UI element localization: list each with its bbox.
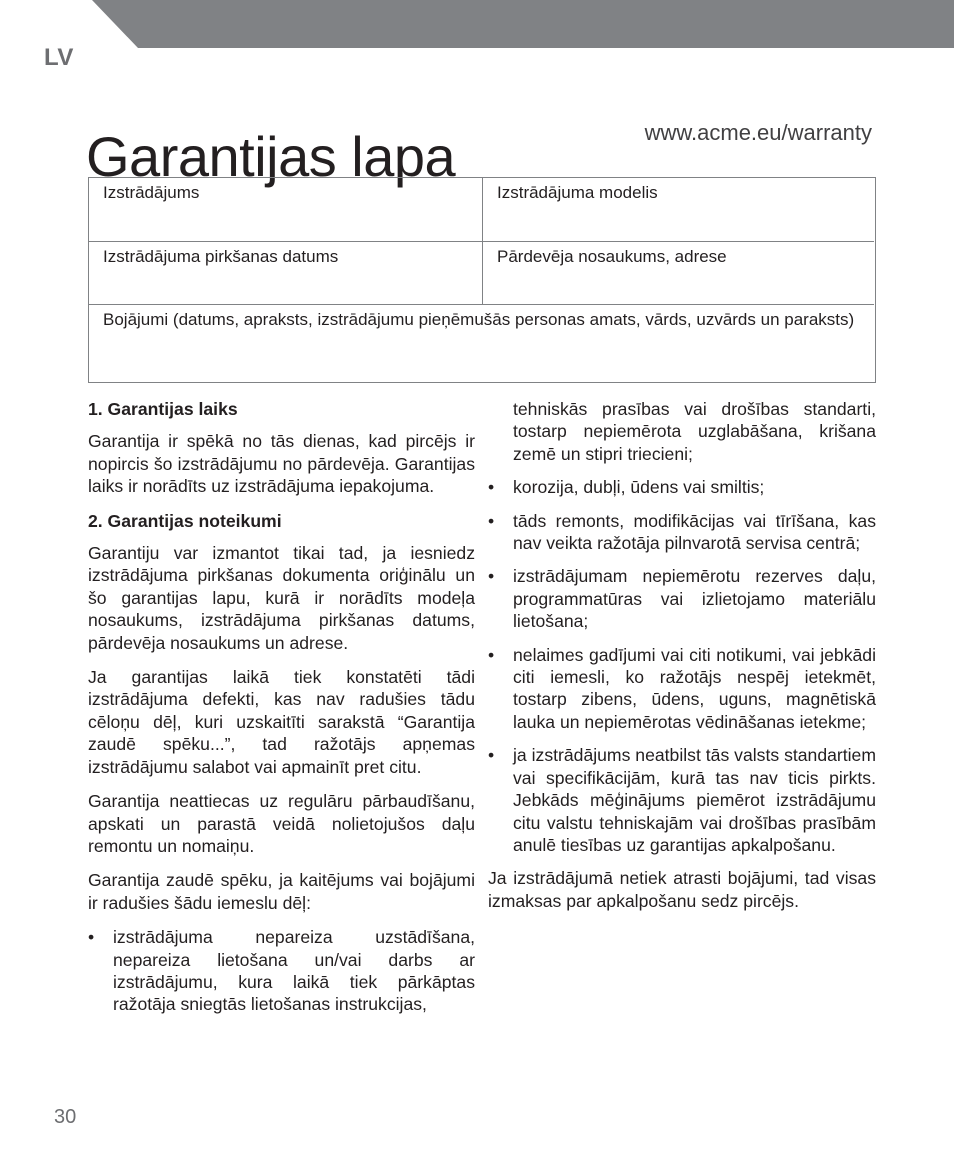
- form-label-product: Izstrādājums: [103, 183, 200, 202]
- list-item-text: korozija, dubļi, ūdens vai smiltis;: [513, 477, 765, 498]
- header-band: [0, 0, 954, 50]
- list-item-text: izstrādājumam nepiemērotu rezerves daļu, programmatūras vai izlietojamo materiālu lietošana;: [513, 566, 876, 632]
- page-number: 30: [54, 1106, 77, 1128]
- bullet-icon: •: [488, 644, 495, 665]
- list-item: [488, 744, 876, 856]
- form-cell-damage[interactable]: [89, 305, 874, 381]
- warranty-url: www.acme.eu/warranty: [644, 120, 872, 145]
- paragraph-terms-3: Garantija neattiecas uz regulāru pārbaudīšanu, apskati un parastā veidā nolietojušos daļu remontu un nomaiņu.: [88, 791, 475, 856]
- warranty-form-table: [88, 177, 876, 383]
- form-label-model: Izstrādājuma modelis: [497, 183, 658, 202]
- bullet-icon: •: [488, 510, 495, 531]
- form-cell-seller[interactable]: [483, 242, 874, 305]
- left-column: [88, 398, 475, 1027]
- bullet-icon: •: [488, 745, 495, 766]
- form-label-seller: Pārdevēja nosaukums, adrese: [497, 247, 727, 266]
- header-band-shape: [92, 0, 954, 48]
- bullet-icon: •: [488, 477, 495, 498]
- list-item: [488, 644, 876, 734]
- list-item: [88, 926, 475, 1016]
- list-item-continued: tehniskās prasības vai drošības standarti, tostarp nepiemērota uzglabāšana, krišana zemē un stipri triecieni;: [513, 399, 876, 464]
- list-item-text: tāds remonts, modifikācijas vai tīrīšana, kas nav veikta ražotāja pilnvarotā servisa centrā;: [513, 510, 876, 554]
- void-reasons-list-continued: [488, 476, 876, 856]
- form-cell-purchase-date[interactable]: [89, 242, 483, 305]
- closing-paragraph: Ja izstrādājumā netiek atrasti bojājumi, tad visas izmaksas par apkalpošanu sedz pircējs.: [488, 868, 876, 911]
- paragraph-terms-4: Garantija zaudē spēku, ja kaitējums vai bojājumi ir radušies šādu iemeslu dēļ:: [88, 870, 475, 913]
- form-cell-model[interactable]: [483, 178, 874, 242]
- paragraph-warranty-period: Garantija ir spēkā no tās dienas, kad pircējs ir nopircis šo izstrādājumu no pārdevēja. Garantijas laiks ir norādīts uz izstrādājuma iepakojuma.: [88, 431, 475, 497]
- section-heading-warranty-terms: 2. Garantijas noteikumi: [88, 510, 282, 531]
- right-column: [488, 398, 876, 924]
- void-reasons-list: [88, 926, 475, 1016]
- list-item: [488, 476, 876, 498]
- page-title: Garantijas lapa: [86, 124, 456, 188]
- list-item-text: nelaimes gadījumi vai citi notikumi, vai jebkādi citi iemesli, ko ražotājs nespēj ietekmēt, tostarp zibens, ūdens, uguns, magnētiskā lauka un nepiemērotas vēdināšanas ietekme;: [513, 644, 876, 732]
- list-item: [488, 565, 876, 632]
- bullet-icon: •: [88, 927, 95, 948]
- list-item-text: ja izstrādājums neatbilst tās valsts standartiem vai specifikācijām, kurā tas nav ticis pirkts. Jebkāds mēģinājums piemērot izstrādājumu citu valstu tehniskajām vai drošības prasībām anulē tiesības uz garantijas apkalpošanu.: [513, 745, 876, 855]
- paragraph-terms-2: Ja garantijas laikā tiek konstatēti tādi izstrādājuma defekti, kas nav radušies tādu cēloņu dēļ, kuri uzskaitīti sarakstā “Garantija zaudē spēku...”, tad ražotājs apņemas izstrādājumu salabot vai apmainīt pret citu.: [88, 667, 475, 777]
- paragraph-terms-1: Garantiju var izmantot tikai tad, ja iesniedz izstrādājuma pirkšanas dokumenta oriģinālu un šo garantijas lapu, kurā ir norādīts modeļa nosaukums, izstrādājuma pirkšanas datums, pārdevēja nosaukums un adrese.: [88, 543, 475, 653]
- form-cell-product[interactable]: [89, 178, 483, 242]
- list-item: [488, 510, 876, 555]
- language-code: LV: [44, 44, 74, 71]
- section-heading-warranty-period: 1. Garantijas laiks: [88, 399, 238, 419]
- form-label-purchase-date: Izstrādājuma pirkšanas datums: [103, 247, 339, 266]
- form-label-damage: Bojājumi (datums, apraksts, izstrādājumu pieņēmušās personas amats, vārds, uzvārds un paraksts): [103, 310, 855, 329]
- list-item-text: izstrādājuma nepareiza uzstādīšana, nepareiza lietošana un/vai darbs ar izstrādājumu, kura laikā tiek pārkāptas ražotāja sniegtās lietošanas instrukcijas,: [113, 927, 475, 1015]
- bullet-icon: •: [488, 566, 495, 587]
